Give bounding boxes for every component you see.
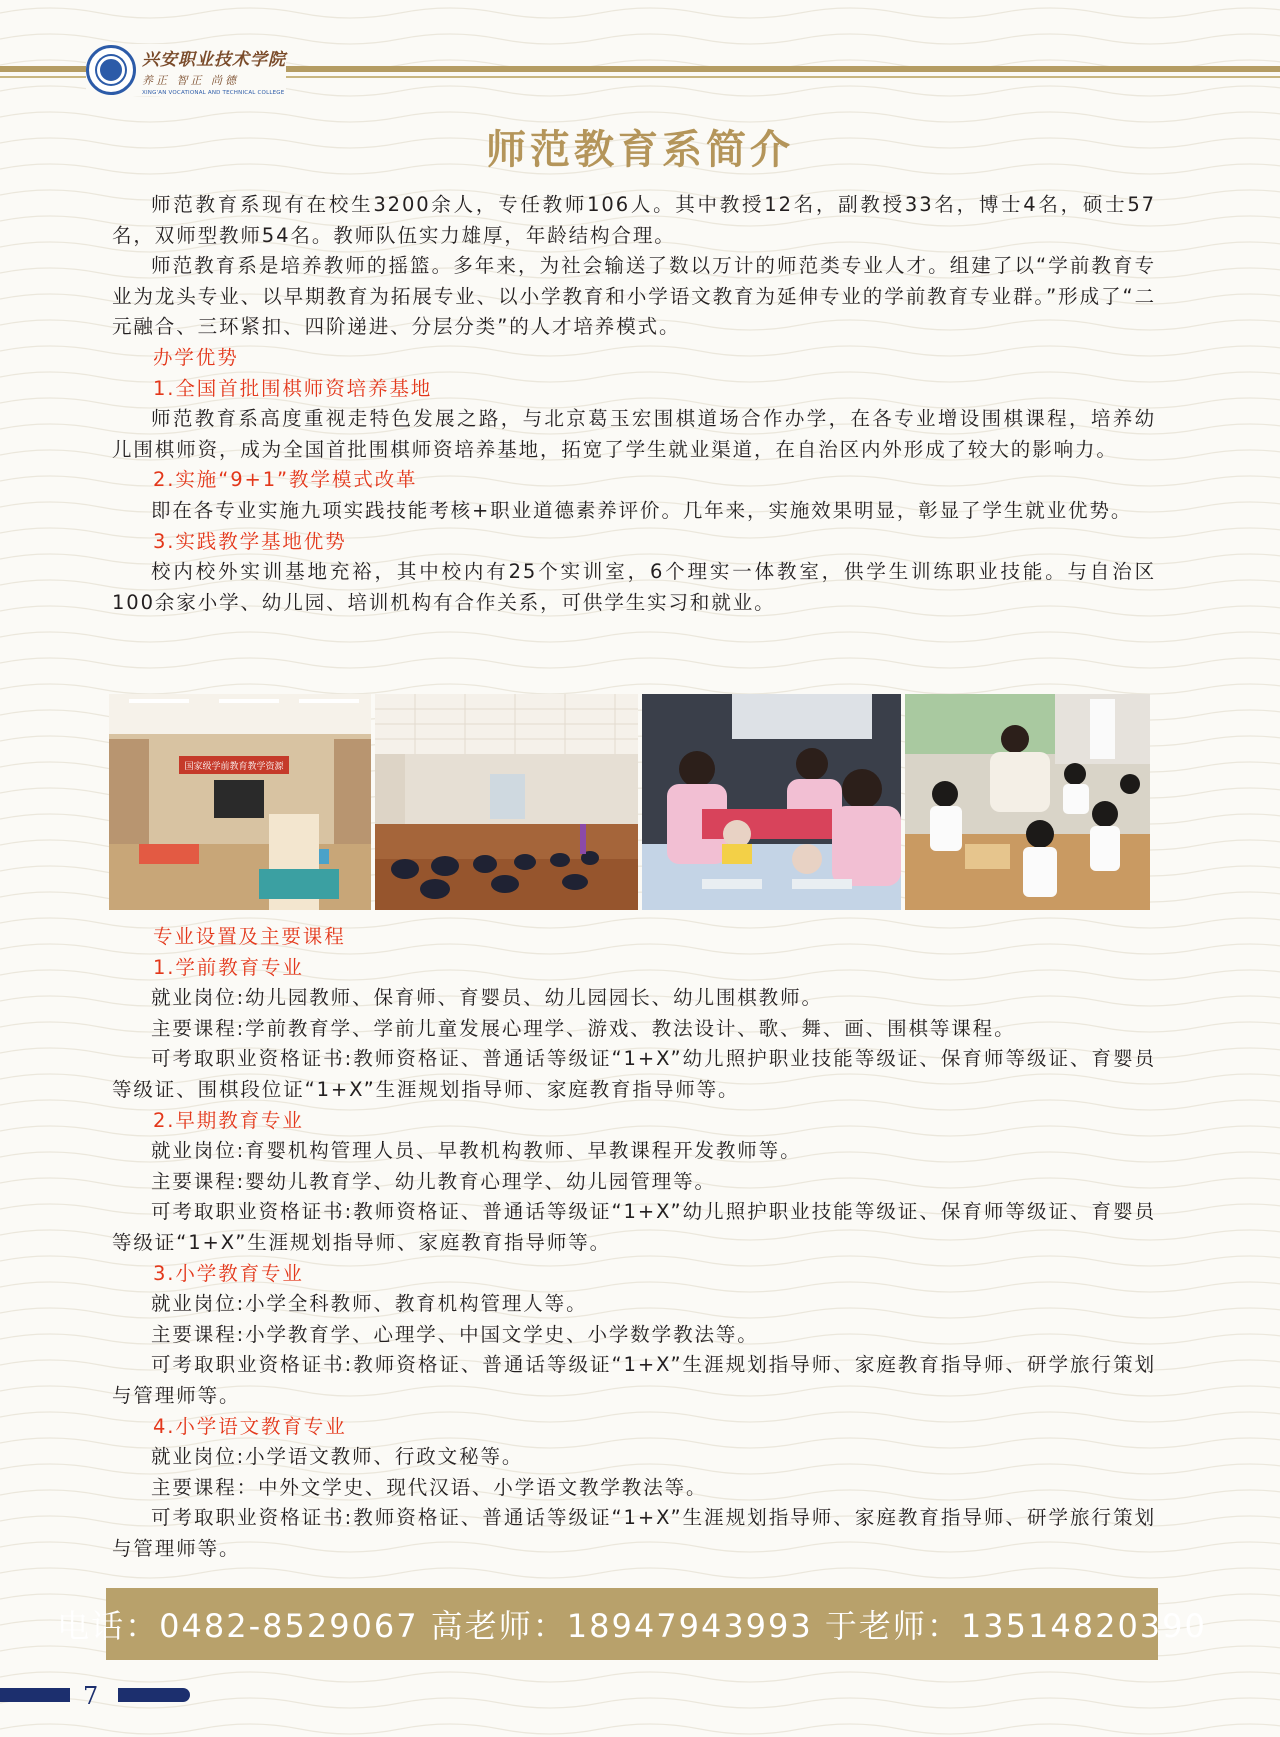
school-logo [86,44,286,96]
advantage-body: 校内校外实训基地充裕，其中校内有25个实训室，6个理实一体教室，供学生训练职业技能。与自治区100余家小学、幼儿园、培训机构有合作关系，可供学生实习和就业。 [112,560,1156,614]
footer-bar-left [0,1688,70,1702]
page-title: 师范教育系简介 [486,127,794,173]
major-jobs: 就业岗位:小学语文教师、行政文秘等。 [151,1445,524,1469]
major-courses: 主要课程：中外文学史、现代汉语、小学语文教学教法等。 [151,1475,708,1499]
major-courses: 主要课程:学前教育学、学前儿童发展心理学、游戏、教法设计、歌、舞、画、围棋等课程。 [151,1016,1016,1040]
intro-section [112,190,1156,618]
footer-bar-right [118,1688,190,1702]
major-title: 4.小学语文教育专业 [153,1414,347,1438]
photo-infant-care [642,694,901,910]
major-certs: 可考取职业资格证书:教师资格证、普通话等级证“1+X”生涯规划指导师、家庭教育指导师、研学旅行策划与管理师等。 [112,1353,1156,1407]
advantage-title: 2.实施“9+1”教学模式改革 [153,468,418,492]
photo-banner-text: 国家级学前教育教学资源 [184,762,284,772]
major-title: 3.小学教育专业 [153,1261,304,1285]
advantages-heading: 办学优势 [153,345,239,369]
photo-go-class [905,694,1150,910]
photo-strip [109,694,1154,910]
major-courses: 主要课程:婴幼儿教育学、幼儿教育心理学、幼儿园管理等。 [151,1169,716,1193]
major-certs: 可考取职业资格证书:教师资格证、普通话等级证“1+X”幼儿照护职业技能等级证、保育师等级证、育婴员等级证、围棋段位证“1+X”生涯规划指导师、家庭教育指导师等。 [112,1047,1156,1101]
major-jobs: 就业岗位:育婴机构管理人员、早教机构教师、早教课程开发教师等。 [151,1139,802,1163]
major-title: 2.早期教育专业 [153,1108,304,1132]
major-certs: 可考取职业资格证书:教师资格证、普通话等级证“1+X”幼儿照护职业技能等级证、保育师等级证、育婴员等级证“1+X”生涯规划指导师、家庭教育指导师等。 [112,1200,1156,1254]
intro-paragraph: 师范教育系是培养教师的摇篮。多年来，为社会输送了数以万计的师范类专业人才。组建了以“学前教育专业为龙头专业、以早期教育为拓展专业、以小学教育和小学语文教育为延伸专业的学前教育专业群。”形成了“二元融合、三环紧扣、四阶递进、分层分类”的人才培养模式。 [112,254,1156,339]
major-jobs: 就业岗位:小学全科教师、教育机构管理人等。 [151,1292,588,1316]
school-name-en: XING'AN VOCATIONAL AND TECHNICAL COLLEGE [142,89,285,96]
major-title: 1.学前教育专业 [153,955,304,979]
major-jobs: 就业岗位:幼儿园教师、保育师、育婴员、幼儿园园长、幼儿围棋教师。 [151,986,823,1010]
majors-section [112,922,1156,1564]
school-name: 兴安职业技术学院 [142,49,286,70]
photo-training-room [109,694,371,910]
school-motto: 养正 智正 尚德 [142,73,239,87]
page-footer [0,1680,1280,1720]
school-seal-icon [86,45,136,95]
photo-dance-hall [375,694,638,910]
advantage-title: 3.实践教学基地优势 [153,529,347,553]
contact-bar [57,1588,1207,1660]
advantage-body: 即在各专业实施九项实践技能考核+职业道德素养评价。几年来，实施效果明显，彰显了学生就业优势。 [151,498,1133,522]
page-number: 7 [83,1682,99,1710]
intro-paragraph: 师范教育系现有在校生3200余人，专任教师106人。其中教授12名，副教授33名，博士4名，硕士57名，双师型教师54名。教师队伍实力雄厚，年龄结构合理。 [112,193,1156,247]
major-certs: 可考取职业资格证书:教师资格证、普通话等级证“1+X”生涯规划指导师、家庭教育指导师、研学旅行策划与管理师等。 [112,1506,1156,1560]
advantage-title: 1.全国首批围棋师资培养基地 [153,376,433,400]
majors-heading: 专业设置及主要课程 [153,925,346,948]
advantage-body: 师范教育系高度重视走特色发展之路，与北京葛玉宏围棋道场合作办学，在各专业增设围棋课程，培养幼儿围棋师资，成为全国首批围棋师资培养基地，拓宽了学生就业渠道，在自治区内外形成了较大的影响力。 [112,407,1156,461]
major-courses: 主要课程:小学教育学、心理学、中国文学史、小学数学教法等。 [151,1322,759,1346]
contact-info: 电话：0482-8529067 高老师：18947943993 于老师：13514820390 [57,1607,1207,1645]
page-header [0,0,1280,110]
